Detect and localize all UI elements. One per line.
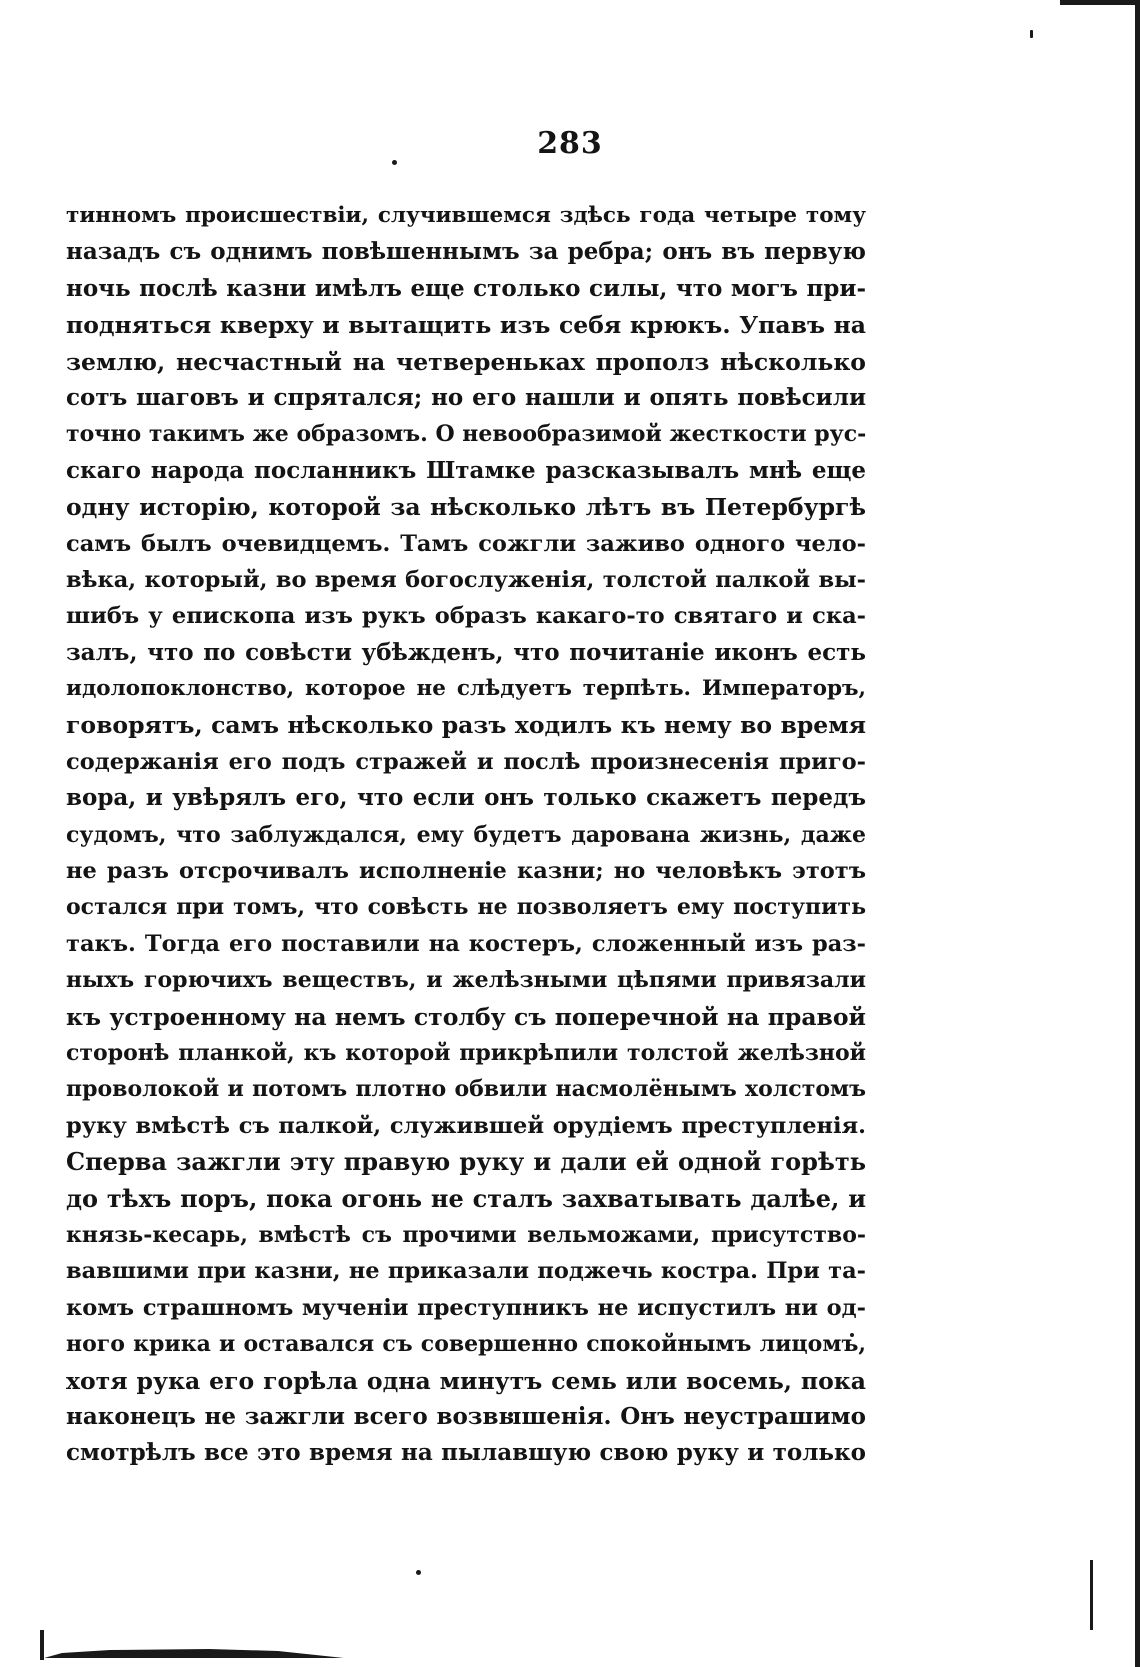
- text-line: смотрѣлъ все это время на пылавшую свою руку и только: [66, 1439, 866, 1467]
- text-line: хотя рука его горѣла одна минутъ семь или восемь, пока: [66, 1366, 866, 1395]
- scan-mark-right-bottom: [1090, 1560, 1093, 1630]
- scan-edge-right: [1135, 0, 1140, 1667]
- text-line: къ устроенному на немъ столбу съ поперечной на правой: [66, 1002, 866, 1031]
- text-line: самъ былъ очевидцемъ. Тамъ сожгли заживо одного чело-: [66, 530, 866, 557]
- text-line: вѣка, который, во время богослуженiя, толстой палкой вы-: [66, 566, 866, 593]
- text-line: назадъ съ однимъ повѣшеннымъ за ребра; онъ въ первую: [66, 238, 866, 266]
- scan-dot: [1030, 30, 1033, 38]
- page-number: 283: [537, 126, 603, 161]
- text-line: руку вмѣстѣ съ палкой, служившей орудiемъ преступленiя.: [66, 1112, 866, 1139]
- text-line: Сперва зажгли эту правую руку и дали ей одной горѣть: [66, 1147, 866, 1177]
- text-line: до тѣхъ поръ, пока огонь не сталъ захватывать далѣе, и: [66, 1183, 866, 1213]
- scan-smudge-bottom: [44, 1648, 344, 1658]
- text-line: подняться кверху и вытащить изъ себя крюкъ. Упавъ на: [66, 311, 866, 340]
- text-line: сторонѣ планкой, къ которой прикрѣпили толстой желѣзной: [66, 1039, 866, 1066]
- text-line: судомъ, что заблуждался, ему будетъ дарована жизнь, даже: [66, 821, 866, 848]
- text-line: ного крика и оставался съ совершенно спокойнымъ лицомъ,: [66, 1331, 866, 1358]
- text-line: сотъ шаговъ и спрятался; но его нашли и опять повѣсили: [66, 383, 866, 411]
- text-line: землю, несчастный на четвереньках прополз нѣсколько: [66, 347, 866, 376]
- text-line: тинномъ происшествiи, случившемся здѣсь года четыре тому: [66, 203, 866, 228]
- text-line: ныхъ горючихъ веществъ, и желѣзными цѣпями привязали: [66, 967, 866, 994]
- scan-mark-left-bottom: [40, 1630, 44, 1660]
- text-line: остался при томъ, что совѣсть не позволяетъ ему поступить: [66, 894, 866, 921]
- text-line: проволокой и потомъ плотно обвили насмолёнымъ холстомъ: [66, 1076, 866, 1103]
- text-line: идолопоклонство, которое не слѣдуетъ терпѣть. Императоръ,: [66, 676, 866, 702]
- text-line: говорятъ, самъ нѣсколько разъ ходилъ къ нему во время: [66, 711, 866, 740]
- text-line: содержанiя его подъ стражей и послѣ произнесенiя приго-: [66, 748, 866, 775]
- text-line: шибъ у епископа изъ рукъ образъ какаго-то святаго и ска-: [66, 603, 866, 630]
- text-line: одну исторiю, которой за нѣсколько лѣтъ въ Петербургѣ: [66, 493, 866, 522]
- text-line: не разъ отсрочивалъ исполненiе казни; но человѣкъ этотъ: [66, 858, 866, 885]
- text-line: такъ. Тогда его поставили на костеръ, сложенный изъ раз-: [66, 930, 866, 957]
- text-line: ночь послѣ казни имѣлъ еще столько силы, что могъ при-: [66, 274, 866, 302]
- text-line: комъ страшномъ мученiи преступникъ не испустилъ ни од-: [66, 1294, 866, 1321]
- text-line: вавшими при казни, не приказали поджечь костра. При та-: [66, 1258, 866, 1285]
- text-line: точно такимъ же образомъ. О невообразимой жесткости рус-: [66, 421, 867, 448]
- text-line: вора, и увѣрялъ его, что если онъ только скажетъ передъ: [66, 784, 866, 812]
- body-text: [66, 198, 866, 1472]
- scan-dot: [416, 1570, 421, 1575]
- text-line: залъ, что по совѣсти убѣжденъ, что почитанiе иконъ есть: [66, 638, 866, 666]
- text-line: наконецъ не зажгли всего возвышенiя. Онъ неустрашимо: [66, 1402, 866, 1430]
- scan-edge-top-right: [1060, 0, 1140, 5]
- text-line: скаго народа посланникъ Штамке разсказывалъ мнѣ еще: [66, 456, 866, 484]
- text-line: князь-кесарь, вмѣстѣ съ прочими вельможами, присутство-: [66, 1221, 866, 1248]
